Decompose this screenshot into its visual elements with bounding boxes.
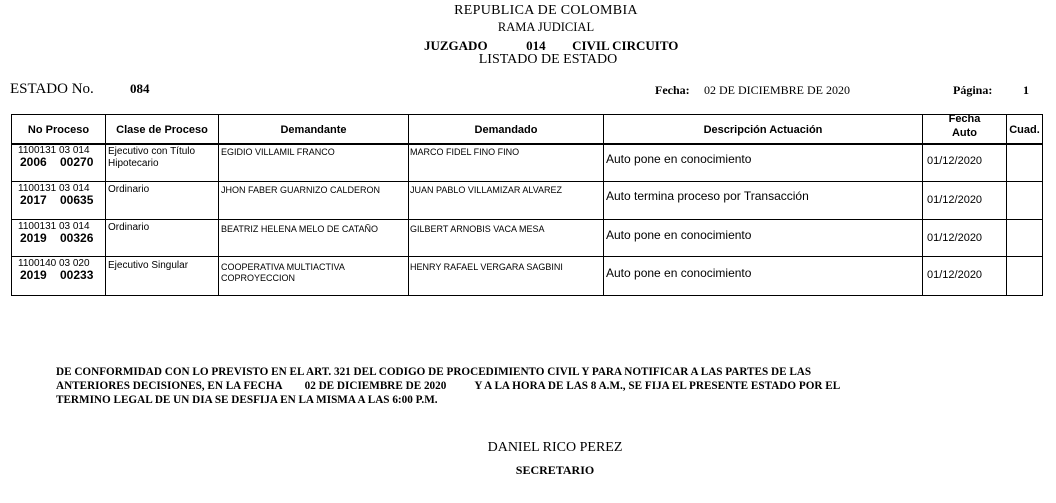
row-demandado: JUAN PABLO VILLAMIZAR ALVAREZ bbox=[410, 185, 563, 195]
row-demandante: EGIDIO VILLAMIL FRANCO bbox=[221, 147, 335, 157]
signature-name: DANIEL RICO PEREZ bbox=[487, 440, 623, 455]
col-header-demandado: Demandado bbox=[474, 124, 538, 136]
row-number: 00270 bbox=[60, 155, 94, 169]
col-header-actuacion: Descripción Actuación bbox=[703, 124, 823, 136]
row-actuacion: Auto pone en conocimiento bbox=[606, 266, 752, 280]
row-clase: Ordinario bbox=[108, 222, 150, 233]
notice-date: 02 DE DICIEMBRE DE 2020 bbox=[304, 380, 447, 392]
row-year: 2019 bbox=[20, 231, 47, 245]
row-number: 00326 bbox=[60, 231, 94, 245]
col-header-fecha: Fecha bbox=[948, 113, 981, 125]
header-branch: RAMA JUDICIAL bbox=[497, 20, 595, 34]
row-actuacion: Auto pone en conocimiento bbox=[606, 228, 752, 242]
header-country: REPUBLICA DE COLOMBIA bbox=[454, 3, 638, 18]
estado-label: ESTADO No. bbox=[10, 81, 94, 97]
row-demandante: COOPERATIVA MULTIACTIVA bbox=[221, 262, 345, 272]
row-clase: Ejecutivo con Título bbox=[108, 146, 196, 157]
row-fecha: 01/12/2020 bbox=[927, 194, 983, 206]
row-demandado: MARCO FIDEL FINO FINO bbox=[410, 147, 520, 157]
listing-title: LISTADO DE ESTADO bbox=[478, 52, 618, 67]
row-demandado: HENRY RAFAEL VERGARA SAGBINI bbox=[410, 262, 563, 272]
col-header-no-proceso: No Proceso bbox=[27, 124, 90, 136]
row-year: 2019 bbox=[20, 268, 47, 282]
court-type: CIVIL CIRCUITO bbox=[572, 38, 679, 53]
row-code: 1100140 03 020 bbox=[18, 258, 90, 269]
row-demandante-2: COPROYECCION bbox=[221, 273, 296, 283]
notice-line-2c: Y A LA HORA DE LAS 8 A.M., SE FIJA EL PRESENTE ESTADO POR EL bbox=[474, 380, 841, 392]
col-header-auto: Auto bbox=[951, 127, 978, 139]
col-header-demandante: Demandante bbox=[280, 124, 347, 136]
row-code: 1100131 03 014 bbox=[18, 145, 90, 156]
notice-line-3: TERMINO LEGAL DE UN DIA SE DESFIJA EN LA MISMA A LAS 6:00 P.M. bbox=[56, 394, 438, 406]
row-code: 1100131 03 014 bbox=[18, 183, 90, 194]
row-clase: Ordinario bbox=[108, 184, 150, 195]
fecha-value: 02 DE DICIEMBRE DE 2020 bbox=[704, 83, 850, 97]
row-number: 00233 bbox=[60, 268, 94, 282]
row-demandante: JHON FABER GUARNIZO CALDERON bbox=[221, 185, 381, 195]
row-fecha: 01/12/2020 bbox=[927, 232, 983, 244]
row-clase: Ejecutivo Singular bbox=[108, 260, 189, 271]
notice-line-2a: ANTERIORES DECISIONES, EN LA FECHA bbox=[56, 380, 283, 392]
row-clase-2: Hipotecario bbox=[108, 158, 159, 169]
row-number: 00635 bbox=[60, 193, 94, 207]
col-header-cuad: Cuad. bbox=[1009, 124, 1040, 136]
row-actuacion: Auto pone en conocimiento bbox=[606, 152, 752, 166]
notice-paragraph bbox=[56, 365, 1016, 407]
court-label: JUZGADO bbox=[424, 38, 488, 53]
row-fecha: 01/12/2020 bbox=[927, 155, 983, 167]
notice-line-2 bbox=[56, 379, 1016, 393]
fecha-label: Fecha: bbox=[655, 83, 690, 97]
row-actuacion: Auto termina proceso por Transacción bbox=[606, 189, 809, 203]
notice-line-1: DE CONFORMIDAD CON LO PREVISTO EN EL ART. 321 DEL CODIGO DE PROCEDIMIENTO CIVIL Y PARA NOTIFICAR A LAS PARTES DE LAS bbox=[56, 366, 812, 378]
court-number: 014 bbox=[526, 38, 546, 53]
row-demandante: BEATRIZ HELENA MELO DE CATAÑO bbox=[221, 224, 379, 234]
row-year: 2017 bbox=[20, 193, 47, 207]
estado-number: 084 bbox=[130, 81, 150, 96]
pagina-label: Página: bbox=[953, 83, 993, 97]
pagina-value: 1 bbox=[1023, 83, 1029, 97]
row-year: 2006 bbox=[20, 155, 47, 169]
estado-table bbox=[11, 114, 1043, 296]
row-code: 1100131 03 014 bbox=[18, 221, 90, 232]
col-header-clase: Clase de Proceso bbox=[116, 124, 208, 136]
row-demandado: GILBERT ARNOBIS VACA MESA bbox=[410, 224, 545, 234]
signature-title: SECRETARIO bbox=[515, 463, 595, 477]
row-fecha: 01/12/2020 bbox=[927, 269, 983, 281]
